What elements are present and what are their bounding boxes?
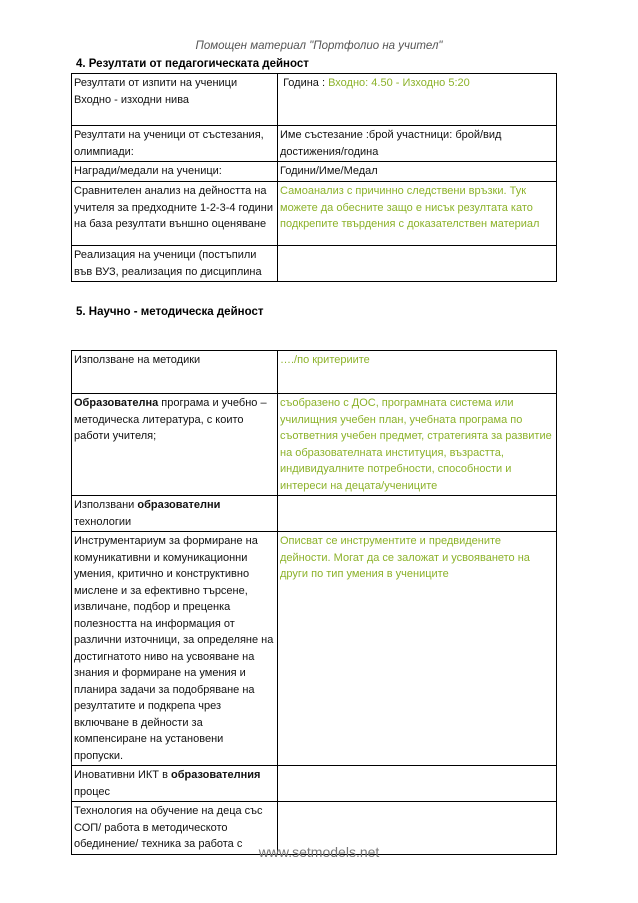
label-text: програма и учебно – методическа литература, с които работи учителя;: [74, 397, 267, 442]
methods-table: [71, 350, 557, 855]
row-label: Технология на обучение на деца със СОП/ работа в методическото обединение/ техника за работа с: [72, 802, 278, 855]
row-value: [278, 496, 557, 532]
section-5-title: 5. Научно - методическа дейност: [76, 306, 264, 318]
row-value: Самоанализ с причинно следствени връзки. Тук можете да обесните защо е нисък резултата като подкрепите твърдения с доказателствен материал: [278, 182, 557, 246]
bold-term: образователни: [137, 499, 221, 511]
year-label: Година :: [283, 77, 329, 89]
table-row: [72, 162, 557, 182]
label-text: процес: [74, 785, 110, 798]
row-value: [278, 246, 557, 282]
row-value: …./по критериите: [278, 351, 557, 394]
row-label: Резултати на ученици от състезания, олимпиади:: [72, 126, 278, 162]
label-text: технологии: [74, 515, 132, 528]
row-value: Описват се инструментите и предвидените дейности. Могат да се заложат и усвояването на други по тип умения в учениците: [278, 532, 557, 766]
row-label: [72, 394, 278, 496]
table-row: [72, 74, 557, 126]
row-value: Години/Име/Медал: [278, 162, 557, 182]
table-row: [72, 126, 557, 162]
label-text: Иновативни ИКТ в: [74, 769, 171, 781]
row-label: Награди/медали на ученици:: [72, 162, 278, 182]
bold-term: образователния: [171, 769, 261, 781]
bold-term: Образователна: [74, 397, 159, 409]
row-label: Реализация на ученици (постъпили във ВУЗ, реализация по дисциплина: [72, 246, 278, 282]
row-label: Използване на методики: [72, 351, 278, 394]
row-value: [278, 766, 557, 802]
row-value: Име състезание :брой участници: брой/вид достижения/година: [278, 126, 557, 162]
table-row: [72, 496, 557, 532]
row-label: Сравнителен анализ на дейността на учителя за предходните 1-2-3-4 години на база резултати външно оценяване: [72, 182, 278, 246]
row-label: [72, 496, 278, 532]
input-output-value: Входно: 4.50 - Изходно 5:20: [328, 77, 470, 89]
row-value: [278, 74, 557, 126]
row-label: [72, 766, 278, 802]
row-label: Резултати от изпити на ученици Входно - изходни нива: [72, 74, 278, 126]
table-row: [72, 182, 557, 246]
table-row: [72, 532, 557, 766]
row-label: Инструментариум за формиране на комуникативни и комуникационни умения, критично и конструктивно мислене и за ефективно търсене, извличане, подбор и преценка полезността на информация от различни източници, за определяне на достигнатото ниво на усвояване на знания и формиране на умения и планира задачи за подобряване на резултатите и подкрепа чрез включване в дейности за компенсиране на установени пропуски.: [72, 532, 278, 766]
footer-url[interactable]: www.setmodels.net: [258, 844, 380, 860]
table-row: [72, 246, 557, 282]
table-row: [72, 394, 557, 496]
table-row: [72, 351, 557, 394]
page-header: Помощен материал "Портфолио на учител": [195, 40, 443, 52]
label-text: Използвани: [74, 499, 138, 511]
results-table: [71, 73, 557, 282]
row-value: съобразено с ДОС, програмната система или училищния учебен план, учебната програма по съответния учебен предмет, стратегията за развитие на образователната институция, възрастта, индивидуалните потребности, способности и интереси на децата/учениците: [278, 394, 557, 496]
section-4-title: 4. Резултати от педагогическата дейност: [76, 58, 309, 70]
table-row: [72, 766, 557, 802]
